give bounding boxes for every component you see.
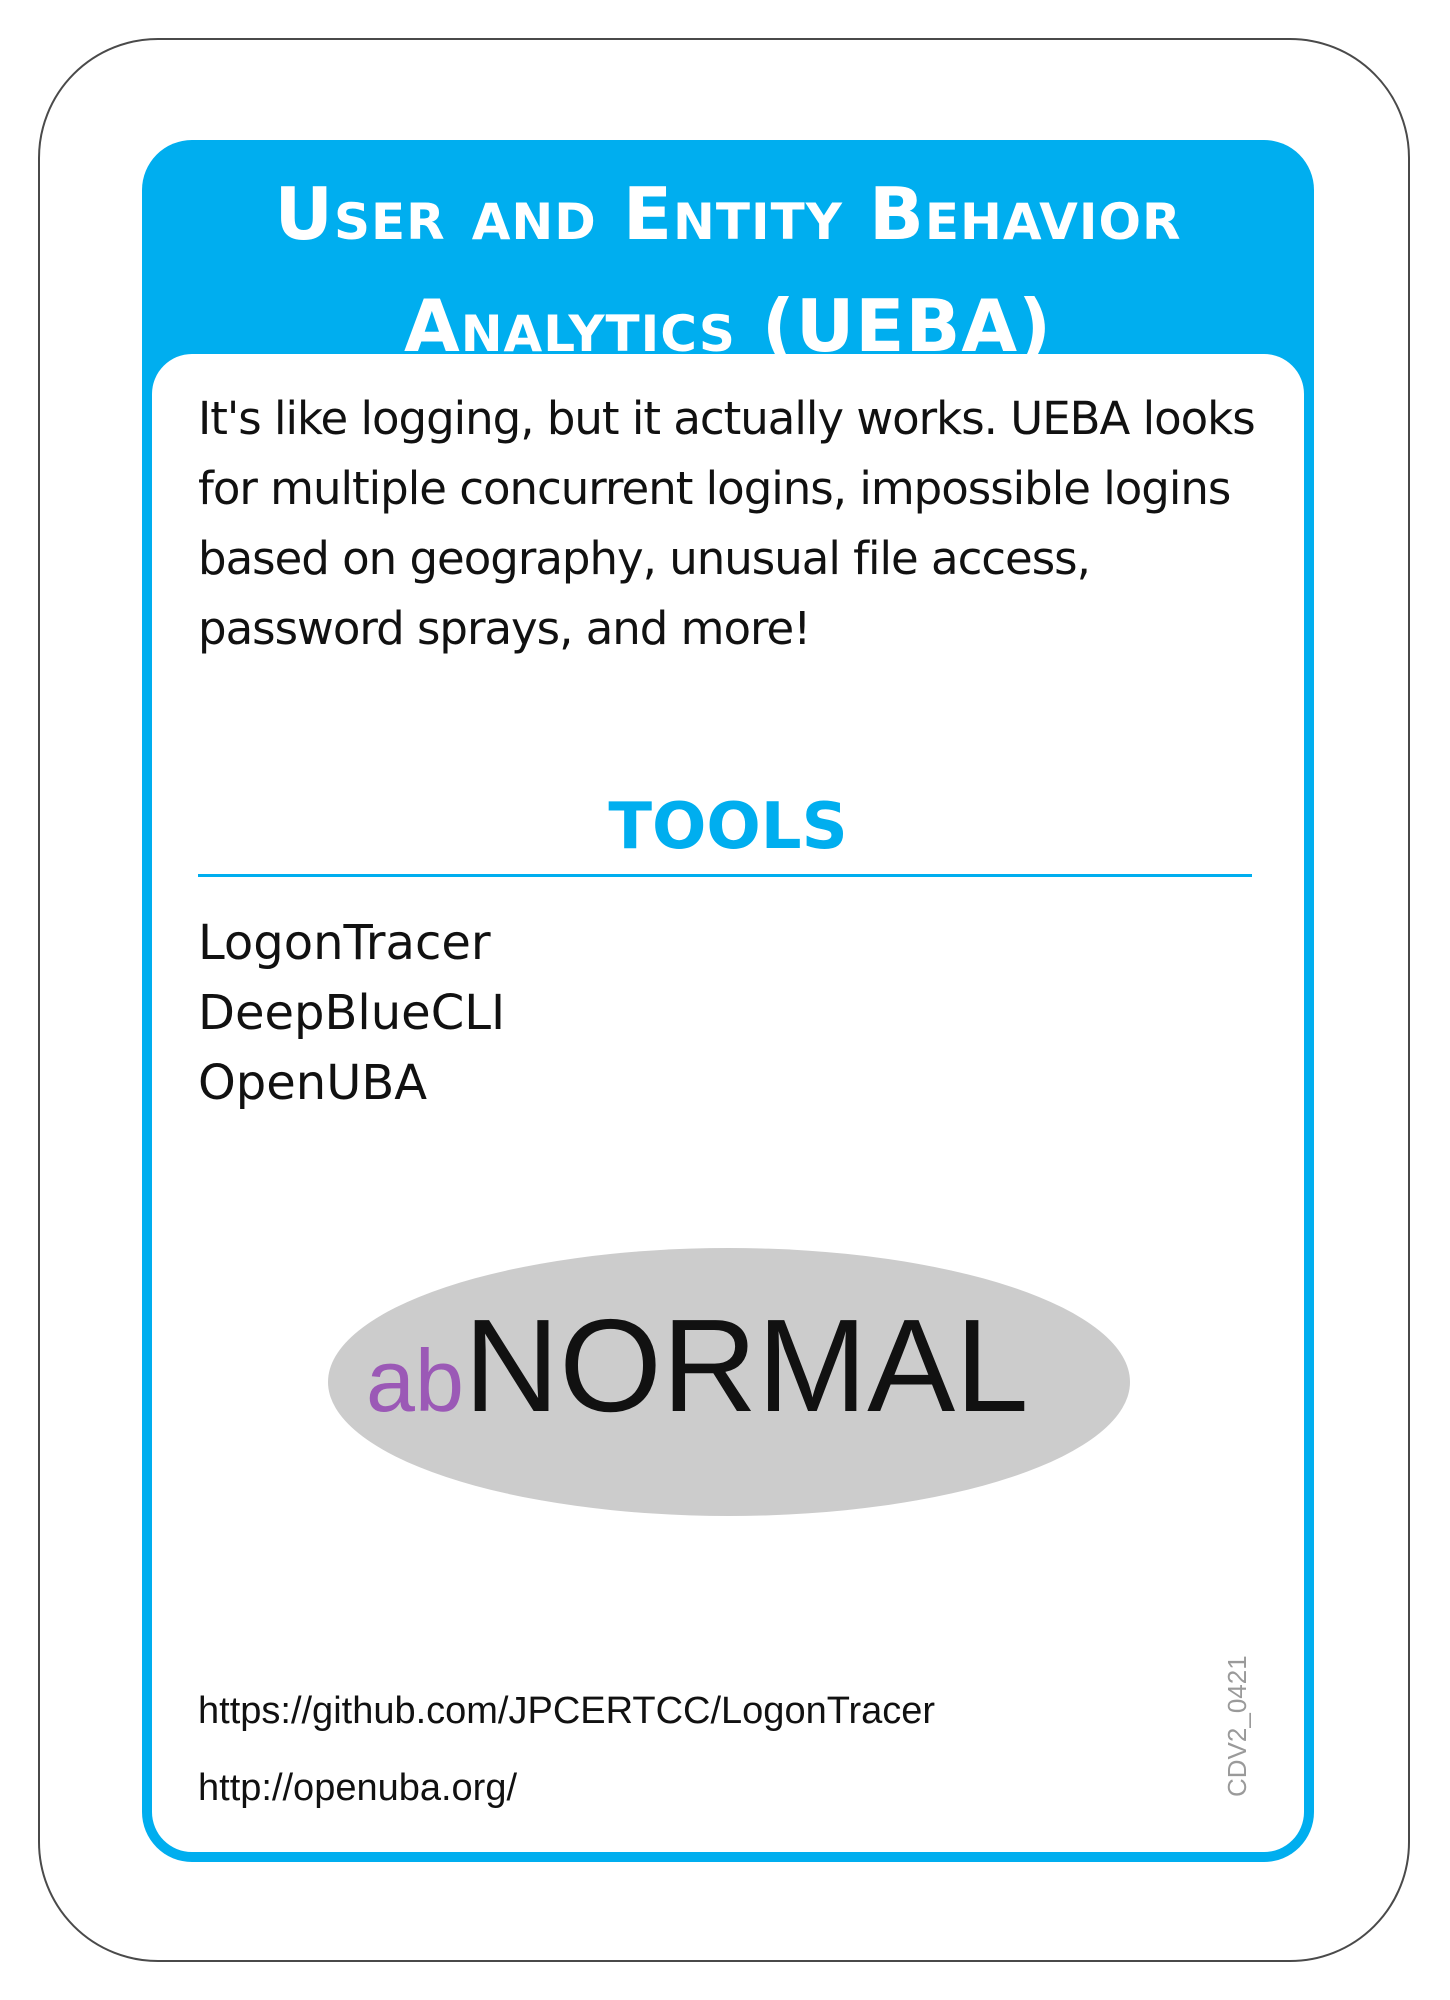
tool-item-deepbluecli: DeepBlueCLI: [198, 985, 506, 1041]
tool-item-openuba: OpenUBA: [198, 1055, 428, 1111]
tools-divider: [198, 874, 1252, 877]
tools-list: [198, 908, 505, 1118]
abnormal-logo: [366, 1292, 1029, 1439]
description-line: It's like logging, but it actually works. UEBA looks: [198, 392, 1255, 445]
card-title: [142, 158, 1314, 382]
reference-links: [198, 1690, 935, 1844]
tool-item-logontracer: LogonTracer: [198, 915, 491, 971]
card-code: CDV2_0421: [1222, 1655, 1252, 1797]
abnormal-logo-main: NORMAL: [463, 1292, 1029, 1439]
abnormal-logo-prefix: ab: [366, 1331, 464, 1430]
card-title-line-1: User and Entity Behavior: [274, 172, 1182, 256]
description-line: for multiple concurrent logins, impossible logins: [198, 462, 1231, 515]
card-description: [198, 384, 1258, 664]
description-line: password sprays, and more!: [198, 602, 811, 655]
card-title-line-2: Analytics (UEBA): [403, 284, 1052, 368]
description-line: based on geography, unusual file access,: [198, 532, 1090, 585]
link-logontracer[interactable]: https://github.com/JPCERTCC/LogonTracer: [198, 1690, 936, 1732]
link-openuba[interactable]: http://openuba.org/: [198, 1767, 518, 1809]
tools-heading: TOOLS: [608, 790, 848, 864]
